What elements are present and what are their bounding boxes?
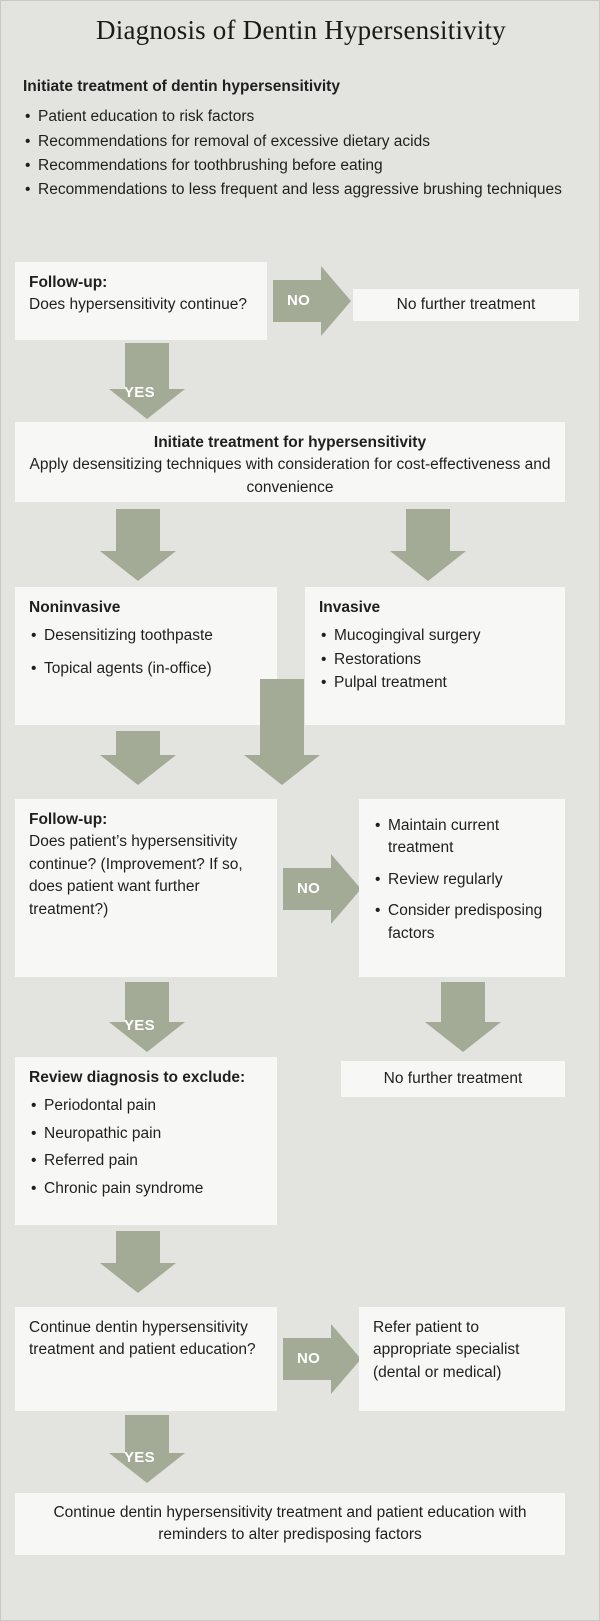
- arrow-no-2: [283, 854, 361, 924]
- list-item: • Periodontal pain: [29, 1095, 263, 1117]
- arrow-to-noninvasive: [100, 509, 176, 581]
- arrow-review-to-continue: [100, 1231, 176, 1293]
- arrow-label-yes-1: YES: [124, 384, 155, 401]
- followup-1-heading: Follow-up:: [29, 274, 108, 291]
- final-text: Continue dentin hypersensitivity treatment and patient education with reminders to alter predisposing factors: [53, 1503, 527, 1543]
- review-diagnosis-box: [15, 1057, 277, 1225]
- list-item: • Restorations: [319, 649, 551, 671]
- initiate-hypersensitivity-heading: Initiate treatment for hypersensitivity: [153, 434, 427, 451]
- list-item: • Patient education to risk factors: [23, 105, 579, 128]
- invasive-bullets: [319, 625, 551, 694]
- maintain-bullets: [373, 815, 551, 945]
- noninvasive-bullets: [29, 625, 263, 680]
- no-further-treatment-1-text: No further treatment: [396, 296, 536, 313]
- arrow-no-1: [273, 266, 351, 336]
- list-item: • Chronic pain syndrome: [29, 1178, 263, 1200]
- followup-2-text: Does patient’s hypersensitivity continue? (Improvement? If so, does patient want further treatment?): [29, 833, 243, 918]
- arrow-label-no-1: NO: [287, 292, 311, 309]
- followup-1-box: [15, 262, 267, 340]
- followup-2-heading: Follow-up:: [29, 811, 108, 828]
- list-item: • Desensitizing toothpaste: [29, 625, 263, 647]
- list-item: • Recommendations to less frequent and less aggressive brushing techniques: [23, 178, 579, 201]
- page-title: Diagnosis of Dentin Hypersensitivity: [96, 15, 506, 45]
- refer-text: Refer patient to appropriate specialist (dental or medical): [373, 1319, 520, 1381]
- continue-question-box: [15, 1307, 277, 1411]
- list-item: • Maintain current treatment: [373, 815, 551, 860]
- no-further-treatment-1-box: [353, 289, 579, 321]
- list-item: • Recommendations for toothbrushing before eating: [23, 154, 579, 177]
- list-item: • Neuropathic pain: [29, 1123, 263, 1145]
- review-diagnosis-heading: Review diagnosis to exclude:: [29, 1069, 246, 1086]
- arrow-noninvasive-to-followup: [100, 731, 176, 785]
- arrow-label-no-2: NO: [297, 880, 321, 897]
- noninvasive-box: [15, 587, 277, 725]
- list-item: • Pulpal treatment: [319, 672, 551, 694]
- final-box: [15, 1493, 565, 1555]
- arrow-invasive-to-followup: [244, 679, 320, 785]
- arrow-yes-1: [109, 343, 185, 419]
- followup-1-text: Does hypersensitivity continue?: [29, 296, 247, 314]
- arrow-no-3: [283, 1324, 361, 1394]
- followup-2-box: [15, 799, 277, 977]
- list-item: • Recommendations for removal of excessive dietary acids: [23, 130, 579, 153]
- invasive-box: [305, 587, 565, 725]
- list-item: • Review regularly: [373, 869, 551, 891]
- arrow-to-invasive: [390, 509, 466, 581]
- initiate-treatment-block: [23, 75, 579, 202]
- list-item: • Consider predisposing factors: [373, 900, 551, 945]
- noninvasive-heading: Noninvasive: [29, 599, 121, 616]
- arrow-maintain-to-no-further: [425, 982, 501, 1052]
- continue-question-text: Continue dentin hypersensitivity treatment and patient education?: [29, 1319, 256, 1359]
- list-item: • Mucogingival surgery: [319, 625, 551, 647]
- no-further-treatment-2-box: [341, 1061, 565, 1097]
- initiate-treatment-bullets: [23, 105, 579, 201]
- list-item: • Topical agents (in-office): [29, 658, 263, 680]
- initiate-hypersensitivity-text: Apply desensitizing techniques with consideration for cost-effectiveness and convenience: [29, 456, 551, 496]
- no-further-treatment-2-text: No further treatment: [383, 1069, 523, 1087]
- refer-box: [359, 1307, 565, 1411]
- review-diagnosis-bullets: [29, 1095, 263, 1200]
- arrow-label-yes-2: YES: [124, 1017, 155, 1034]
- initiate-hypersensitivity-box: [15, 422, 565, 502]
- initiate-treatment-heading: Initiate treatment of dentin hypersensitivity: [23, 78, 340, 95]
- arrow-label-no-3: NO: [297, 1350, 321, 1367]
- invasive-heading: Invasive: [319, 599, 381, 616]
- maintain-box: [359, 799, 565, 977]
- arrow-label-yes-3: YES: [124, 1449, 155, 1466]
- list-item: • Referred pain: [29, 1150, 263, 1172]
